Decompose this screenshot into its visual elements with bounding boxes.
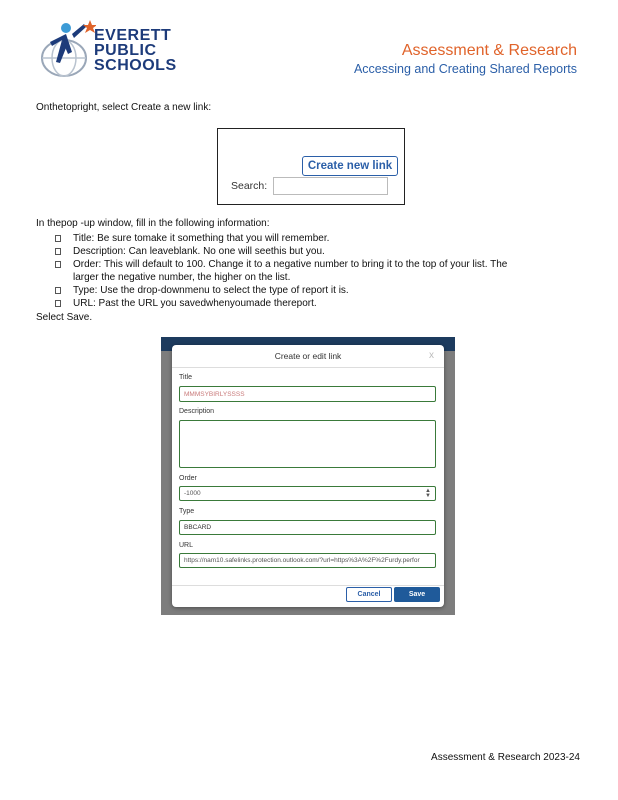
list-item: Type: Use the drop-downmenu to select the type of report it is. xyxy=(55,284,507,297)
cancel-button[interactable]: Cancel xyxy=(346,587,392,602)
intro-text: Onthetopright, select Create a new link: xyxy=(36,102,212,113)
list-item: Title: Be sure tomake it something that you will remember. xyxy=(55,232,507,245)
type-select[interactable]: BBCARD xyxy=(179,520,436,535)
document-subtitle: Accessing and Creating Shared Reports xyxy=(353,62,577,76)
title-input[interactable]: MMMSYBIRLYSSSS xyxy=(179,386,436,402)
description-textarea[interactable] xyxy=(179,420,436,468)
search-label: Search: xyxy=(231,180,268,192)
list-item: URL: Past the URL you savedwhenyoumade thereport. xyxy=(55,297,507,310)
spinner-icon[interactable]: ▲ ▼ xyxy=(425,488,431,499)
edit-link-screenshot xyxy=(161,337,455,615)
search-input[interactable] xyxy=(273,177,388,195)
close-icon[interactable]: x xyxy=(429,350,434,361)
create-edit-link-dialog xyxy=(172,345,444,607)
instruction-list xyxy=(55,232,507,310)
url-label: URL xyxy=(179,542,194,549)
bullet-icon xyxy=(55,300,61,307)
description-label: Description xyxy=(179,408,215,415)
dialog-footer-divider xyxy=(172,585,444,586)
logo-line: PUBLIC xyxy=(94,42,157,59)
list-item: Order: This will default to 100. Change it to a negative number to bring it to the top of your list. The xyxy=(55,258,507,271)
department-title: Assessment & Research xyxy=(401,42,577,59)
dialog-title: Create or edit link xyxy=(274,351,342,361)
create-new-link-button[interactable]: Create new link xyxy=(302,156,398,176)
district-logo xyxy=(38,18,188,80)
type-label: Type xyxy=(179,508,195,515)
logo-figure-icon xyxy=(38,18,96,80)
create-link-screenshot xyxy=(217,128,405,205)
logo-wordmark xyxy=(94,28,177,73)
logo-line: EVERETT xyxy=(94,27,172,44)
title-label: Title xyxy=(179,374,192,381)
bullet-icon xyxy=(55,261,61,268)
save-button[interactable]: Save xyxy=(394,587,440,602)
order-label: Order xyxy=(179,475,197,482)
url-input[interactable]: https://nam10.safelinks.protection.outlook.com/?url=https%3A%2F%2Furdy.perfor xyxy=(179,553,436,568)
dialog-header xyxy=(172,345,444,368)
logo-line: SCHOOLS xyxy=(94,57,177,74)
bullet-icon xyxy=(55,287,61,294)
bullet-icon xyxy=(55,248,61,255)
list-item-continuation: larger the negative number, the higher on the list. xyxy=(73,272,291,283)
bullet-icon xyxy=(55,235,61,242)
list-item: Description: Can leaveblank. No one will seethis but you. xyxy=(55,245,507,258)
instructions-lead: In thepop -up window, fill in the following information: xyxy=(36,218,270,229)
select-save-text: Select Save. xyxy=(36,312,93,323)
order-stepper[interactable]: -1000 ▲ ▼ xyxy=(179,486,436,501)
page-footer: Assessment & Research 2023-24 xyxy=(431,752,580,763)
